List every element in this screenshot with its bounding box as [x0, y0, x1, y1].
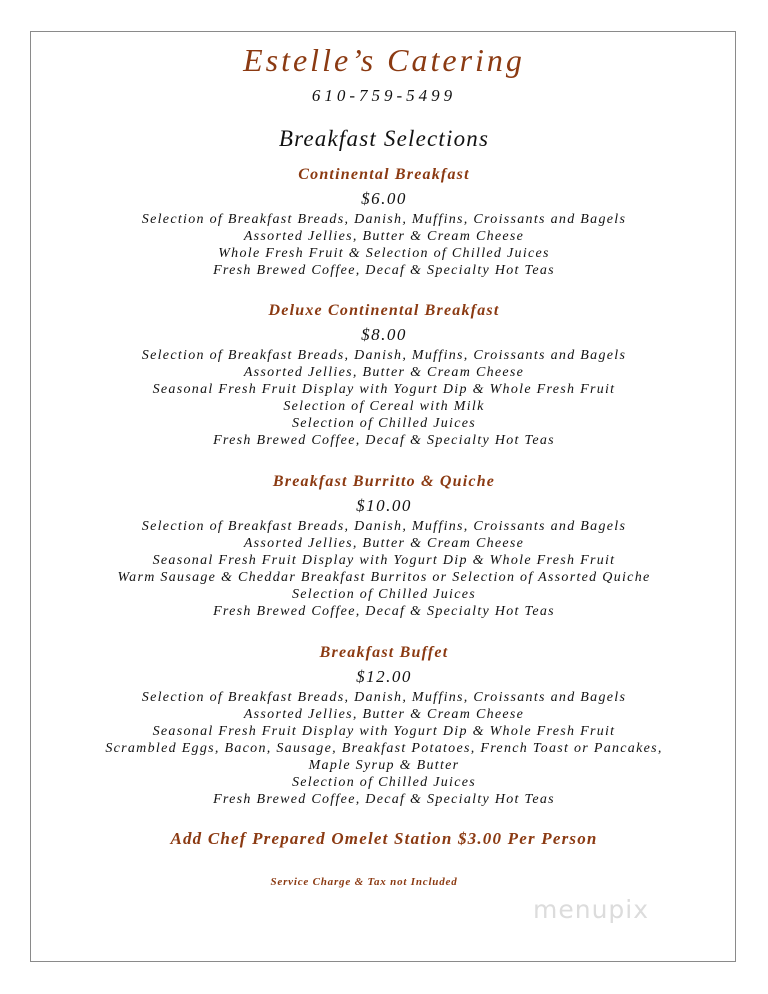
package-name: Deluxe Continental Breakfast — [268, 302, 500, 319]
omelet-station-addon: Add Chef Prepared Omelet Station $3.00 Per Person — [170, 829, 598, 848]
package-deluxe-continental — [0, 299, 768, 449]
menu-item: Selection of Breakfast Breads, Danish, Muffins, Croissants and Bagels — [141, 212, 627, 227]
package-burrito-quiche — [0, 470, 768, 620]
phone-number: 610-759-5499 — [311, 86, 457, 105]
menu-item: Assorted Jellies, Butter & Cream Cheese — [243, 229, 525, 244]
package-price: $10.00 — [356, 496, 412, 515]
menu-item: Assorted Jellies, Butter & Cream Cheese — [243, 536, 525, 551]
menu-item: Assorted Jellies, Butter & Cream Cheese — [243, 707, 525, 722]
menu-item: Selection of Breakfast Breads, Danish, Muffins, Croissants and Bagels — [141, 348, 627, 363]
package-name: Continental Breakfast — [298, 166, 470, 183]
menu-item: Maple Syrup & Butter — [308, 758, 460, 773]
package-price: $8.00 — [361, 325, 407, 344]
service-charge-note: Service Charge & Tax not Included — [270, 876, 458, 888]
package-continental — [0, 163, 768, 279]
menu-item: Fresh Brewed Coffee, Decaf & Specialty Hot Teas — [213, 433, 555, 448]
menu-item: Selection of Chilled Juices — [291, 587, 476, 602]
package-name: Breakfast Burritto & Quiche — [272, 473, 496, 490]
section-title: Breakfast Selections — [278, 126, 490, 151]
package-breakfast-buffet — [0, 641, 768, 808]
menu-item: Scrambled Eggs, Bacon, Sausage, Breakfast Potatoes, French Toast or Pancakes, — [105, 741, 663, 756]
menu-item: Warm Sausage & Cheddar Breakfast Burritos or Selection of Assorted Quiche — [117, 570, 651, 585]
business-name: Estelle’s Catering — [243, 42, 525, 78]
menu-item: Fresh Brewed Coffee, Decaf & Specialty Hot Teas — [213, 604, 555, 619]
menu-item: Seasonal Fresh Fruit Display with Yogurt Dip & Whole Fresh Fruit — [152, 724, 616, 739]
menu-item: Seasonal Fresh Fruit Display with Yogurt Dip & Whole Fresh Fruit — [152, 382, 616, 397]
menupix-watermark: menupix — [533, 895, 650, 924]
menu-item: Selection of Breakfast Breads, Danish, Muffins, Croissants and Bagels — [141, 690, 627, 705]
menu-item: Selection of Cereal with Milk — [283, 399, 485, 414]
package-price: $12.00 — [356, 667, 412, 686]
menu-item: Fresh Brewed Coffee, Decaf & Specialty Hot Teas — [213, 263, 555, 278]
menu-item: Seasonal Fresh Fruit Display with Yogurt Dip & Whole Fresh Fruit — [152, 553, 616, 568]
menu-item: Fresh Brewed Coffee, Decaf & Specialty Hot Teas — [213, 792, 555, 807]
menu-item: Selection of Breakfast Breads, Danish, Muffins, Croissants and Bagels — [141, 519, 627, 534]
menu-item: Selection of Chilled Juices — [291, 416, 476, 431]
menu-item: Whole Fresh Fruit & Selection of Chilled Juices — [218, 246, 550, 261]
package-name: Breakfast Buffet — [319, 644, 449, 661]
package-price: $6.00 — [361, 189, 407, 208]
menu-item: Selection of Chilled Juices — [291, 775, 476, 790]
menu-item: Assorted Jellies, Butter & Cream Cheese — [243, 365, 525, 380]
